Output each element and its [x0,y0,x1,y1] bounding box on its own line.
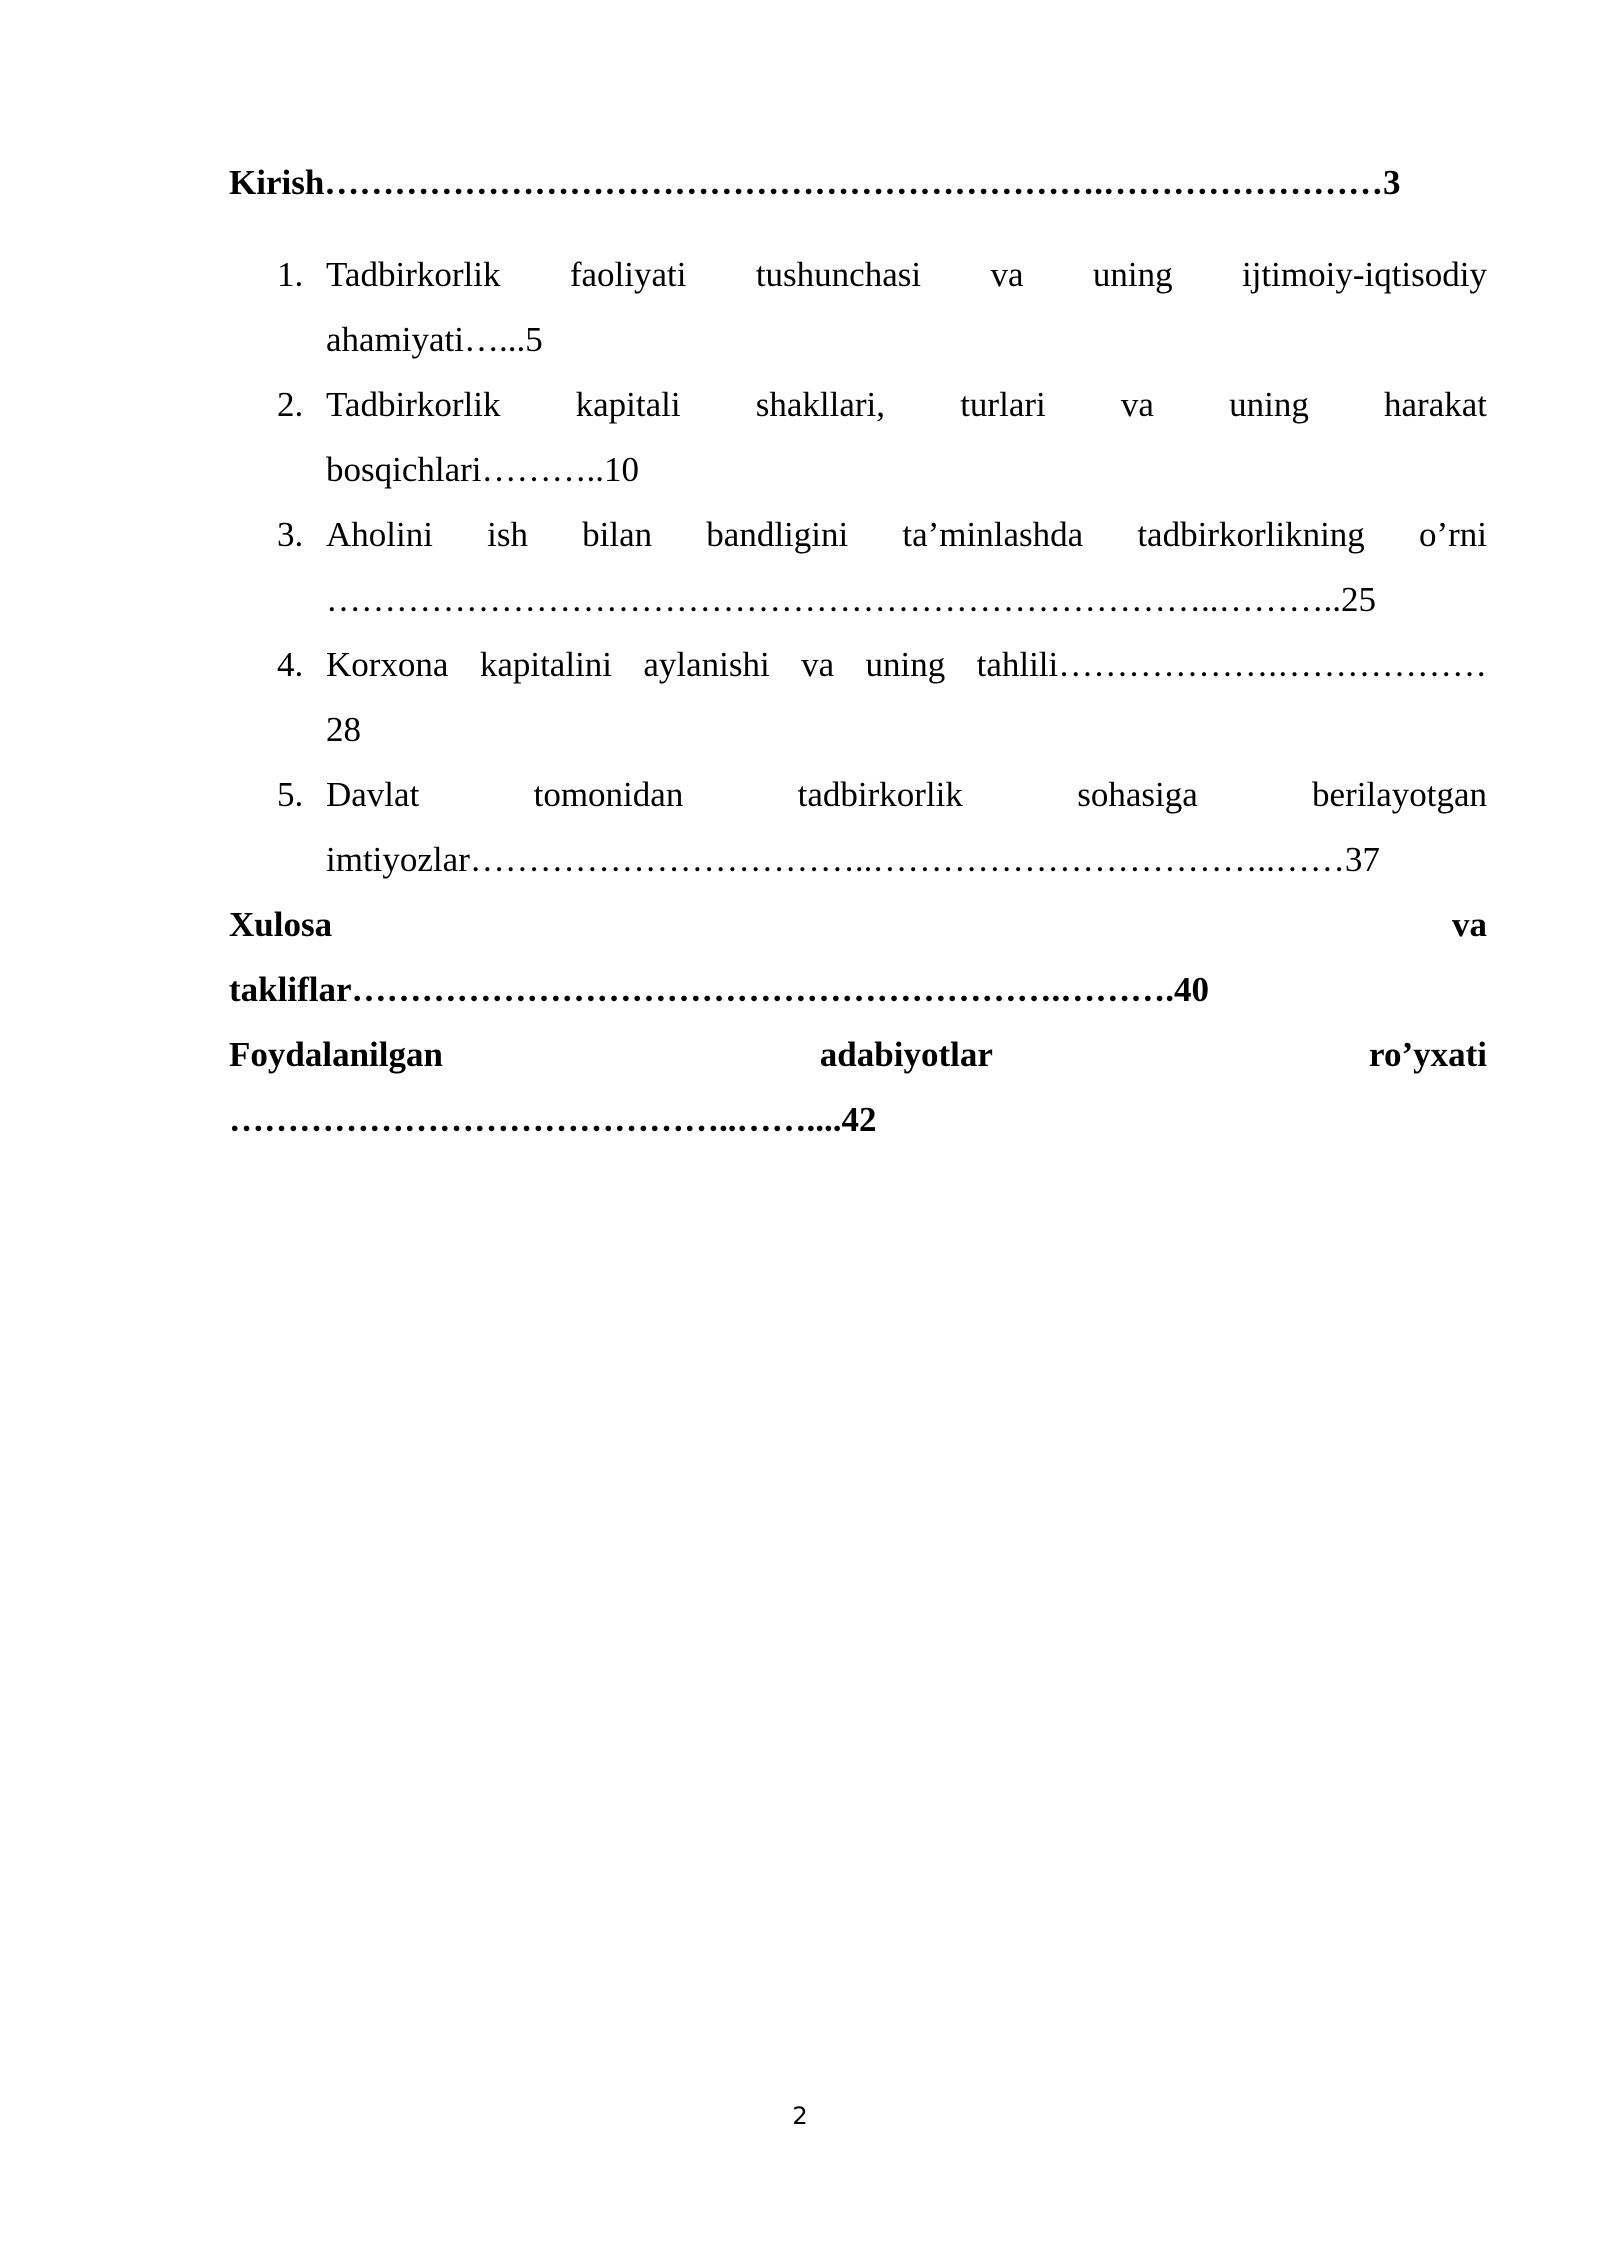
adabiyot-title-line: ……………………………………..……....42 [229,1100,877,1139]
toc-entry-chapter-2[interactable] [229,372,1487,502]
chapter-title-line: 28 [326,710,361,749]
toc-entry-chapter-4[interactable] [229,632,1487,762]
chapter-number: 4. [277,645,304,684]
chapter-title-line: bosqichlari………..10 [326,450,640,489]
toc-entry-chapter-1[interactable] [229,242,1487,372]
toc-entry-xulosa[interactable] [229,892,1487,1022]
toc-entry-chapter-5[interactable] [229,762,1487,892]
chapter-number: 1. [277,255,304,294]
chapter-title-line: imtiyozlar……………………………..……………………………..……37 [326,840,1380,879]
xulosa-title-line: takliflar…………………………………………………….……….40 [229,970,1209,1009]
table-of-contents [229,150,1487,1152]
chapter-title-line: ahamiyati…...5 [326,320,543,359]
chapter-number: 2. [277,385,304,424]
chapter-number: 3. [277,515,304,554]
xulosa-title-line: Xulosa va [229,905,1487,944]
toc-entry-chapter-3[interactable] [229,502,1487,632]
chapter-title-line: Aholini ish bilan bandligini ta’minlashda tadbirkorlikning o’rni [326,515,1487,554]
chapter-title-line: …………………………………………………………………..………..25 [326,580,1376,619]
adabiyot-title-line: Foydalanilgan adabiyotlar ro’yxati [229,1035,1487,1074]
page-number: 2 [792,2102,808,2130]
chapter-number: 5. [277,775,304,814]
chapter-title-line: Davlat tomonidan tadbirkorlik sohasiga berilayotgan [326,775,1487,814]
chapter-title-line: Korxona kapitalini aylanishi va uning tahlili……………….……………… [326,645,1487,684]
chapter-title-line: Tadbirkorlik kapitali shakllari, turlari va uning harakat [326,385,1487,424]
toc-entry-kirish[interactable]: Kirish………………………………………………………….……………………3 [229,163,1401,202]
chapter-title-line: Tadbirkorlik faoliyati tushunchasi va uning ijtimoiy-iqtisodiy [326,255,1487,294]
toc-entry-adabiyotlar[interactable] [229,1022,1487,1152]
toc-chapter-list [229,242,1487,892]
